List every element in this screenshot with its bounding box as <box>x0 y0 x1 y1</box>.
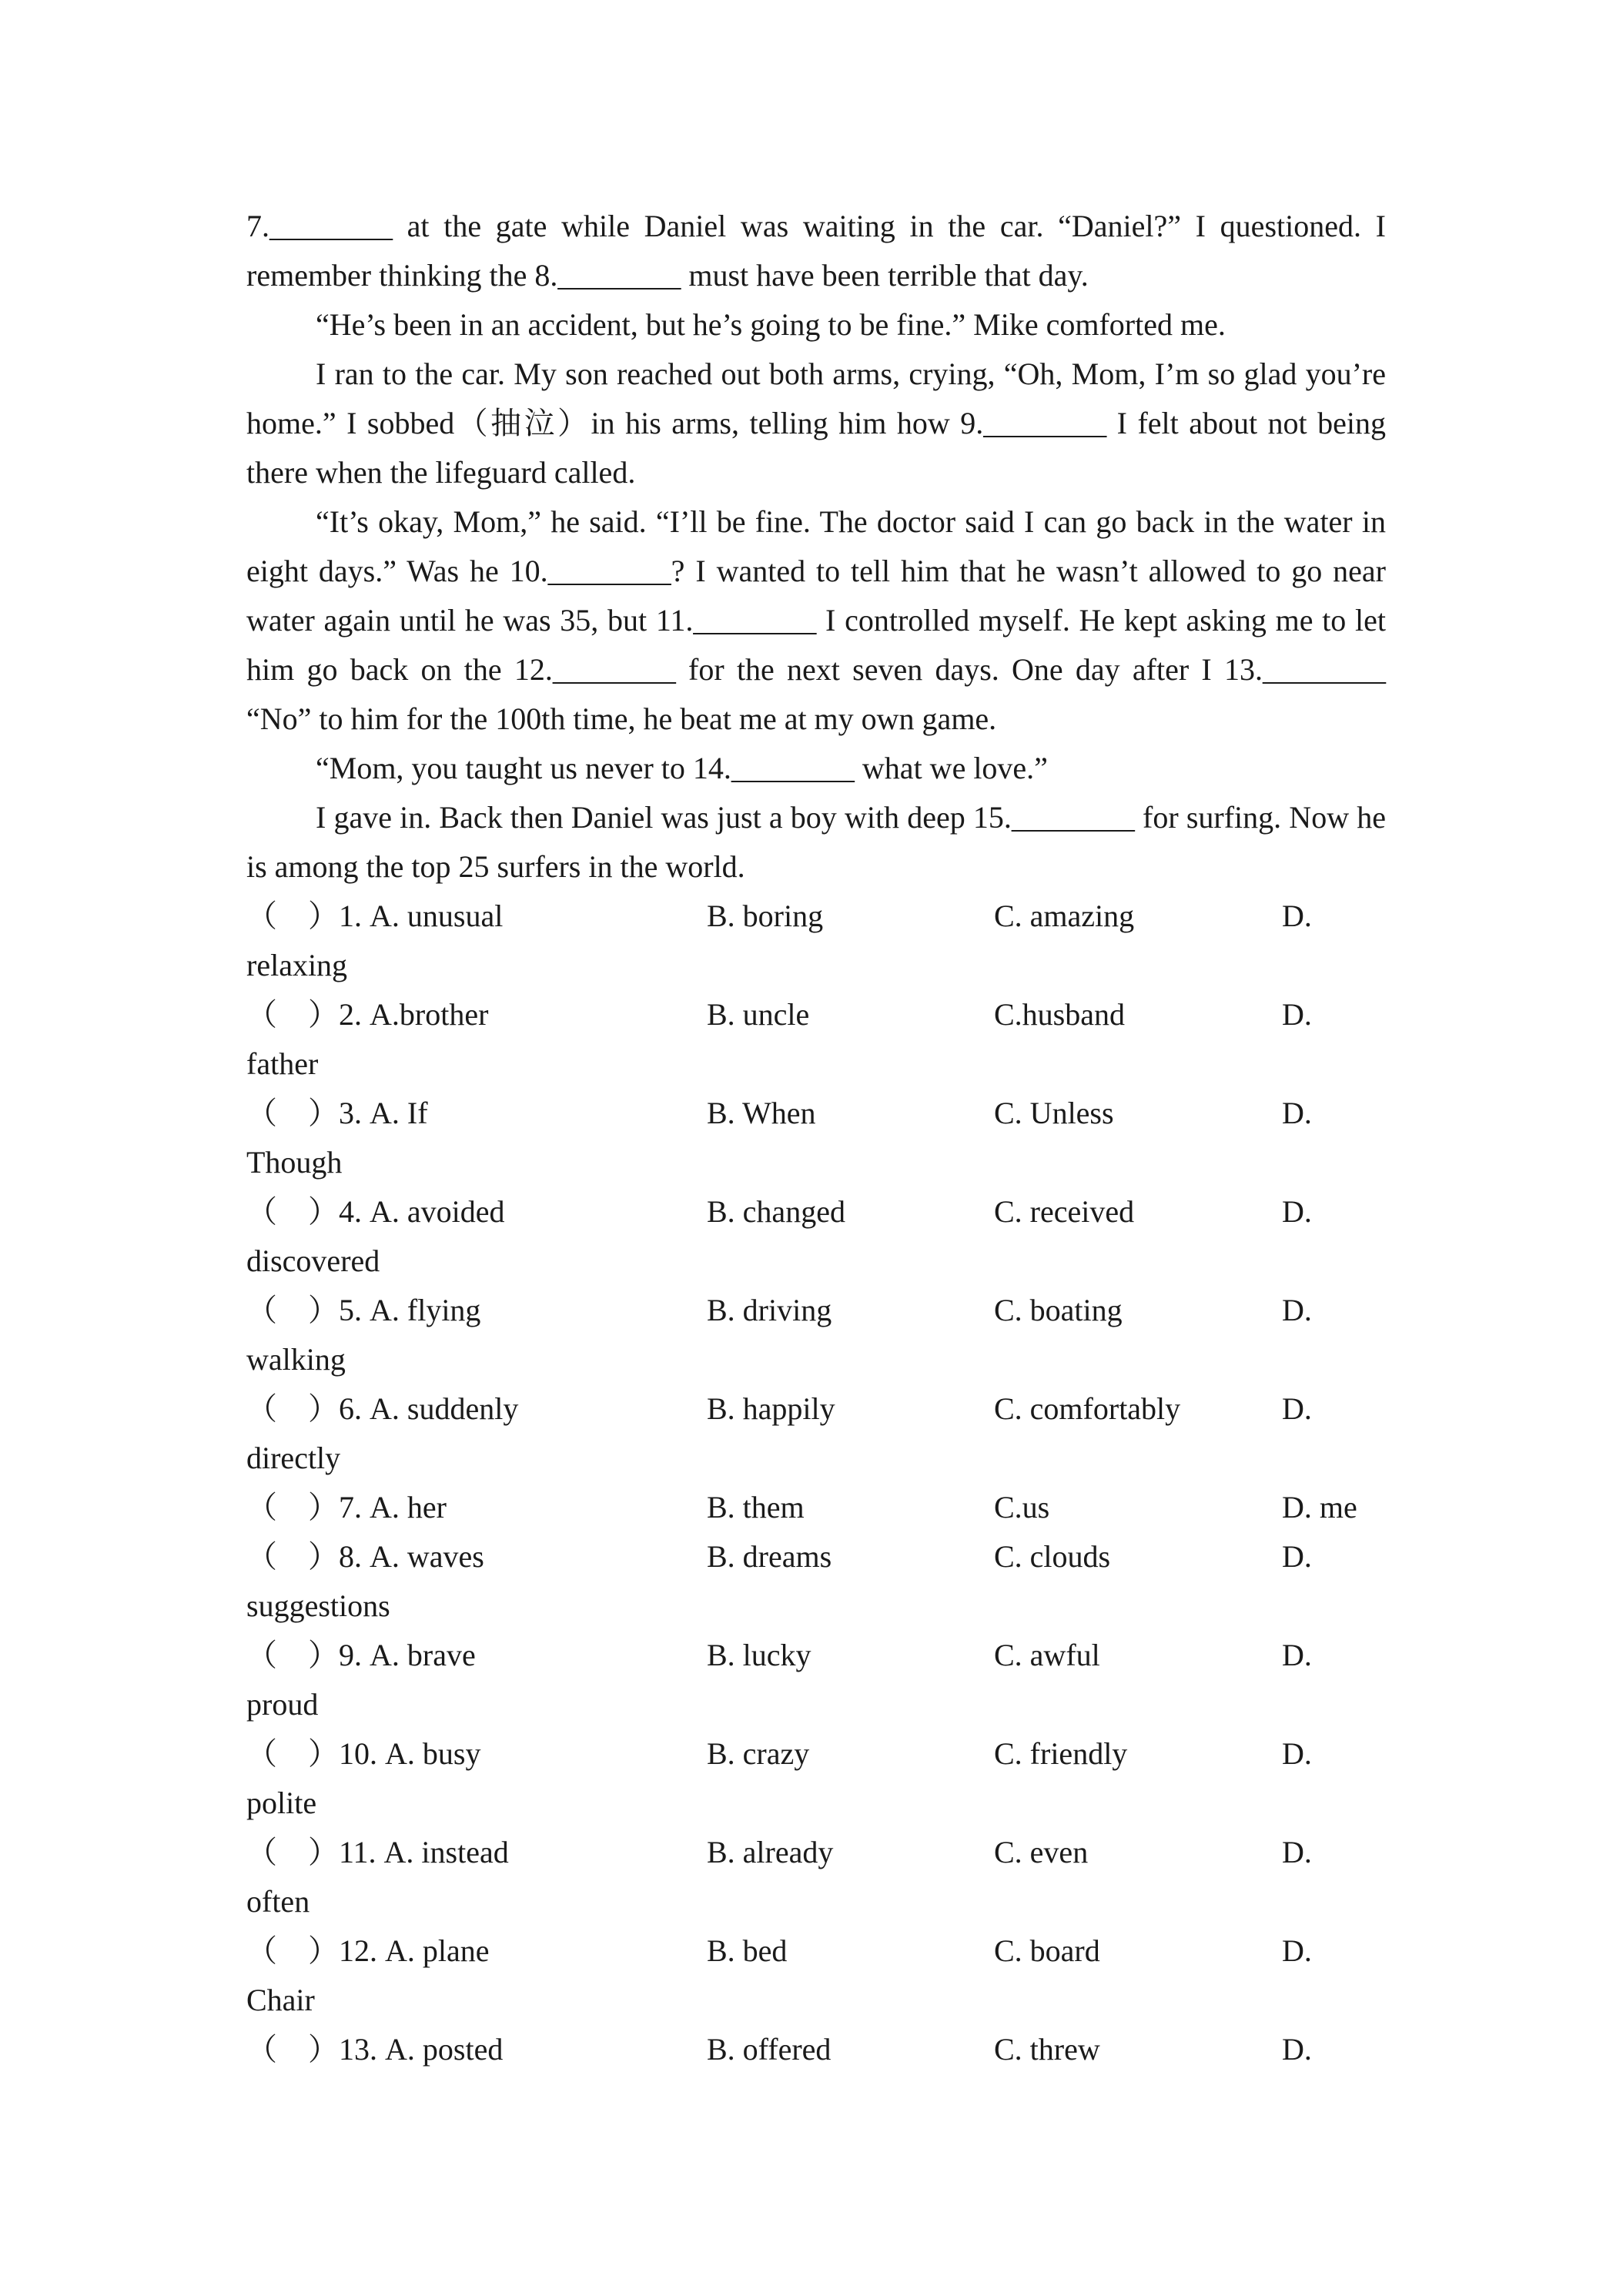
question-row <box>246 1532 1386 1581</box>
option-b: B. uncle <box>707 997 810 1032</box>
option-c: C.husband <box>994 997 1125 1032</box>
option-d: D. <box>1282 2032 1312 2067</box>
option-b: B. changed <box>707 1194 845 1229</box>
option-c: C. received <box>994 1194 1135 1229</box>
option-d-continued: often <box>246 1884 310 1919</box>
passage-paragraph: “It’s okay, Mom,” he said. “I’ll be fine. The doctor said I can go back in the water in eight days.” Was he 10.________? I wanted to tell him that he wasn’t allowed to go near water again until he was 35, but 11.________ I controlled myself. He kept asking me to let him go back on the 12.________ for the next seven days. One day after I 13.________ “No” to him for the 100th time, he beat me at my own game. <box>246 504 1386 736</box>
option-b: B. offered <box>707 2032 832 2067</box>
option-c: C. friendly <box>994 1736 1128 1771</box>
option-d: D. <box>1282 1736 1312 1771</box>
option-a: （ ）3. A. If <box>246 1096 428 1130</box>
option-d: D. <box>1282 1096 1312 1130</box>
option-c: C. board <box>994 1933 1100 1968</box>
question-row <box>246 1384 1386 1434</box>
option-d-continued: polite <box>246 1786 317 1820</box>
option-a: （ ）13. A. posted <box>246 2032 504 2067</box>
question-row <box>246 1631 1386 1680</box>
option-b: B. crazy <box>707 1736 810 1771</box>
option-b: B. boring <box>707 899 824 933</box>
question-row <box>246 990 1386 1039</box>
question-row <box>246 1483 1386 1532</box>
question-row <box>246 1828 1386 1877</box>
option-d-continued: father <box>246 1046 319 1081</box>
option-b: B. them <box>707 1490 805 1525</box>
option-d-continued: Though <box>246 1145 343 1180</box>
option-c: C. Unless <box>994 1096 1114 1130</box>
option-a: （ ）9. A. brave <box>246 1638 476 1672</box>
option-d-continued: proud <box>246 1687 319 1722</box>
option-d-continued: directly <box>246 1441 341 1475</box>
option-b: B. happily <box>707 1391 835 1426</box>
option-b: B. driving <box>707 1293 832 1327</box>
option-a: （ ）5. A. flying <box>246 1293 481 1327</box>
option-c: C.us <box>994 1490 1050 1525</box>
option-a: （ ）6. A. suddenly <box>246 1391 519 1426</box>
question-row <box>246 892 1386 941</box>
option-b: B. lucky <box>707 1638 812 1672</box>
option-c: C. clouds <box>994 1539 1111 1574</box>
option-d: D. <box>1282 997 1312 1032</box>
option-c: C. awful <box>994 1638 1100 1672</box>
passage-paragraph: “He’s been in an accident, but he’s going to be fine.” Mike comforted me. <box>316 307 1226 342</box>
option-c: C. threw <box>994 2032 1100 2067</box>
option-d-continued: relaxing <box>246 948 348 982</box>
option-b: B. already <box>707 1835 834 1869</box>
option-d-continued: suggestions <box>246 1588 390 1623</box>
question-row <box>246 1187 1386 1237</box>
passage-paragraph: “Mom, you taught us never to 14.________ what we love.” <box>316 751 1048 785</box>
option-b: B. bed <box>707 1933 788 1968</box>
option-a: （ ）1. A. unusual <box>246 899 504 933</box>
option-a: （ ）11. A. instead <box>246 1835 509 1869</box>
option-d: D. <box>1282 899 1312 933</box>
options-list <box>246 892 1386 2074</box>
question-row <box>246 1729 1386 1779</box>
option-d: D. <box>1282 1194 1312 1229</box>
option-c: C. boating <box>994 1293 1123 1327</box>
option-c: C. comfortably <box>994 1391 1181 1426</box>
option-d: D. <box>1282 1539 1312 1574</box>
question-row <box>246 2025 1386 2074</box>
option-a: （ ）8. A. waves <box>246 1539 484 1574</box>
worksheet-page <box>246 202 1386 2074</box>
option-d: D. <box>1282 1933 1312 1968</box>
option-b: B. When <box>707 1096 816 1130</box>
option-d: D. me <box>1282 1490 1357 1525</box>
passage <box>246 202 1386 892</box>
option-a: （ ）12. A. plane <box>246 1933 490 1968</box>
option-b: B. dreams <box>707 1539 832 1574</box>
option-a: （ ）4. A. avoided <box>246 1194 505 1229</box>
option-a: （ ）10. A. busy <box>246 1736 481 1771</box>
option-d: D. <box>1282 1638 1312 1672</box>
option-c: C. even <box>994 1835 1089 1869</box>
option-a: （ ）2. A.brother <box>246 997 489 1032</box>
option-d-continued: Chair <box>246 1983 315 2017</box>
question-row <box>246 1089 1386 1138</box>
passage-paragraph: I ran to the car. My son reached out both arms, crying, “Oh, Mom, I’m so glad you’re home.” I sobbed（抽泣）in his arms, telling him how 9.________ I felt about not being there when the lifeguard called. <box>246 356 1386 490</box>
option-d-continued: discovered <box>246 1243 380 1278</box>
option-d-continued: walking <box>246 1342 346 1377</box>
option-a: （ ）7. A. her <box>246 1490 447 1525</box>
option-c: C. amazing <box>994 899 1135 933</box>
option-d: D. <box>1282 1293 1312 1327</box>
question-row <box>246 1926 1386 1976</box>
option-d: D. <box>1282 1835 1312 1869</box>
passage-paragraph: I gave in. Back then Daniel was just a boy with deep 15.________ for surfing. Now he is among the top 25 surfers in the world. <box>246 800 1386 884</box>
passage-paragraph: 7.________ at the gate while Daniel was waiting in the car. “Daniel?” I questioned. I remember thinking the 8.________ must have been terrible that day. <box>246 209 1386 293</box>
question-row <box>246 1286 1386 1335</box>
option-d: D. <box>1282 1391 1312 1426</box>
